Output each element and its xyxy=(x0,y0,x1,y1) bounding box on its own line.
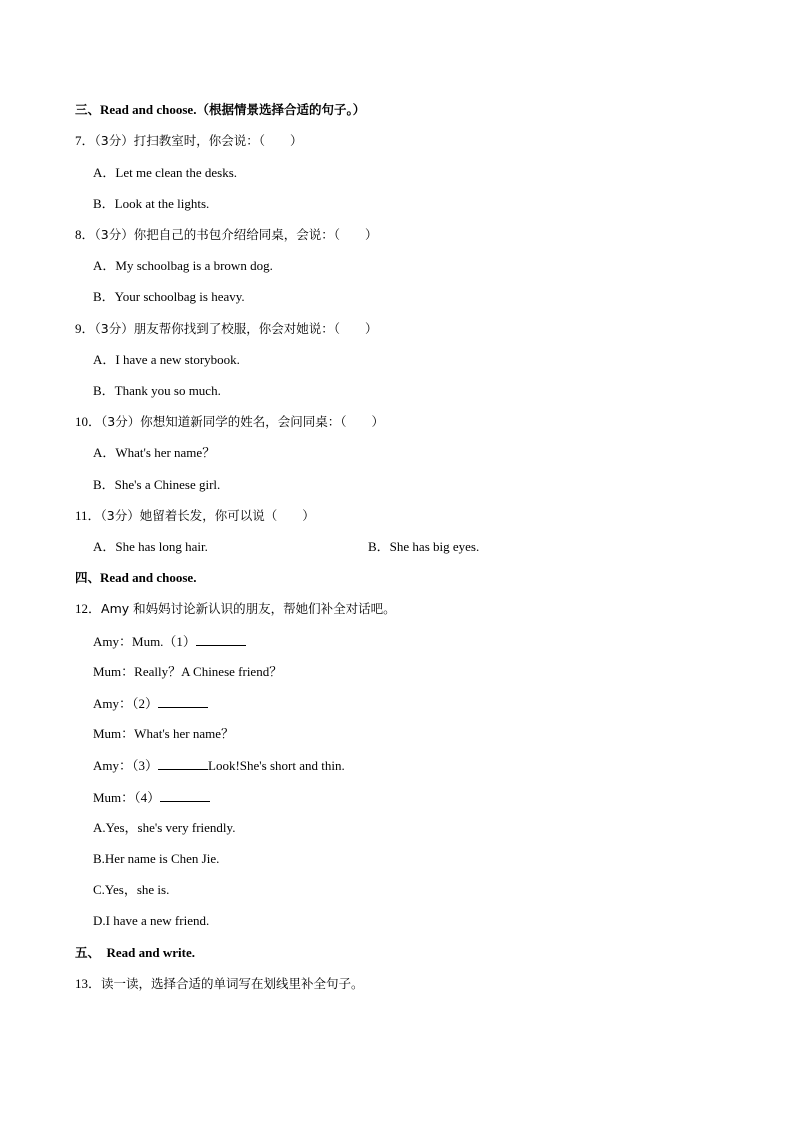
dialogue-text: （4） xyxy=(134,790,161,805)
section-3-heading xyxy=(75,102,365,118)
section-4-heading xyxy=(75,570,196,586)
question-12 xyxy=(75,601,396,617)
dialogue-text-after: Look!She's short and thin. xyxy=(208,758,345,773)
answer-blank-1[interactable] xyxy=(196,633,246,646)
question-7-option-a[interactable]: A．Let me clean the desks. xyxy=(93,165,238,180)
question-7-option-b[interactable]: B．Look at the lights. xyxy=(93,196,210,211)
question-prompt: 读一读，选择合适的单词写在划线里补全句子。 xyxy=(101,976,364,991)
section-5-heading xyxy=(75,945,195,961)
question-10-option-b[interactable]: B．She's a Chinese girl. xyxy=(93,477,221,492)
question-9-option-b[interactable]: B．Thank you so much. xyxy=(93,383,221,398)
question-prompt: 你想知道新同学的姓名，会问同桌：（ ） xyxy=(140,414,384,429)
dialogue-line-6 xyxy=(93,789,210,806)
choice-d: D.I have a new friend. xyxy=(93,913,210,928)
question-number: 12． xyxy=(75,601,102,616)
section-number: 三、 xyxy=(75,102,101,117)
dialogue-line-1 xyxy=(93,633,246,650)
section-title: Read and choose. xyxy=(100,570,197,585)
question-prompt: 打扫教室时，你会说：（ ） xyxy=(133,133,303,148)
question-10-option-a[interactable]: A．What's her name？ xyxy=(93,445,216,460)
dialogue-text: Really？A Chinese friend？ xyxy=(134,664,283,679)
question-score: （3分） xyxy=(94,321,134,336)
dialogue-text: （2） xyxy=(132,696,159,711)
question-8-option-a[interactable]: A．My schoolbag is a brown dog. xyxy=(93,258,273,273)
question-13 xyxy=(75,976,364,992)
dialogue-speaker: Mum： xyxy=(93,664,135,679)
section-title: Read and choose. xyxy=(100,102,197,117)
section-title: Read and write. xyxy=(106,945,195,960)
answer-blank-3[interactable] xyxy=(158,757,208,770)
dialogue-line-3 xyxy=(93,695,208,712)
question-9 xyxy=(75,321,377,337)
question-11 xyxy=(75,508,315,524)
question-score: （3分） xyxy=(94,133,134,148)
dialogue-speaker: Mum： xyxy=(93,790,135,805)
dialogue-line-2 xyxy=(93,664,282,680)
section-note: （根据情景选择合适的句子。） xyxy=(196,102,366,117)
question-10 xyxy=(75,414,384,430)
question-number: 9． xyxy=(75,321,95,336)
question-prompt: 她留着长发，你可以说（ ） xyxy=(139,508,315,523)
dialogue-speaker: Amy： xyxy=(93,758,133,773)
dialogue-text: What's her name？ xyxy=(134,726,234,741)
dialogue-speaker: Amy： xyxy=(93,634,133,649)
answer-blank-4[interactable] xyxy=(160,789,210,802)
dialogue-speaker: Amy： xyxy=(93,696,133,711)
question-7 xyxy=(75,133,302,149)
question-prompt: Amy 和妈妈讨论新认识的朋友，帮她们补全对话吧。 xyxy=(101,601,396,616)
question-11-option-b[interactable]: B．She has big eyes. xyxy=(368,539,480,554)
choice-a: A.Yes，she's very friendly. xyxy=(93,820,236,835)
question-prompt: 你把自己的书包介绍给同桌，会说：（ ） xyxy=(133,227,378,242)
section-number: 四、 xyxy=(75,570,101,585)
question-prompt: 朋友帮你找到了校服，你会对她说：（ ） xyxy=(133,321,378,336)
question-number: 7． xyxy=(75,133,95,148)
question-8 xyxy=(75,227,377,243)
answer-blank-2[interactable] xyxy=(158,695,208,708)
section-number: 五、 xyxy=(75,945,101,960)
question-11-option-a[interactable]: A．She has long hair. xyxy=(93,539,208,554)
question-number: 10． xyxy=(75,414,102,429)
dialogue-text: Mum.（1） xyxy=(132,634,196,649)
dialogue-line-5 xyxy=(93,757,345,774)
question-8-option-b[interactable]: B．Your schoolbag is heavy. xyxy=(93,289,245,304)
question-number: 8． xyxy=(75,227,95,242)
question-score: （3分） xyxy=(101,414,141,429)
dialogue-text: （3） xyxy=(132,758,159,773)
dialogue-line-4 xyxy=(93,726,234,742)
question-9-option-a[interactable]: A．I have a new storybook. xyxy=(93,352,240,367)
question-number: 11． xyxy=(75,508,101,523)
question-score: （3分） xyxy=(94,227,134,242)
choice-c: C.Yes，she is. xyxy=(93,882,170,897)
question-number: 13． xyxy=(75,976,102,991)
question-score: （3分） xyxy=(100,508,140,523)
dialogue-speaker: Mum： xyxy=(93,726,135,741)
choice-b: B.Her name is Chen Jie. xyxy=(93,851,220,866)
